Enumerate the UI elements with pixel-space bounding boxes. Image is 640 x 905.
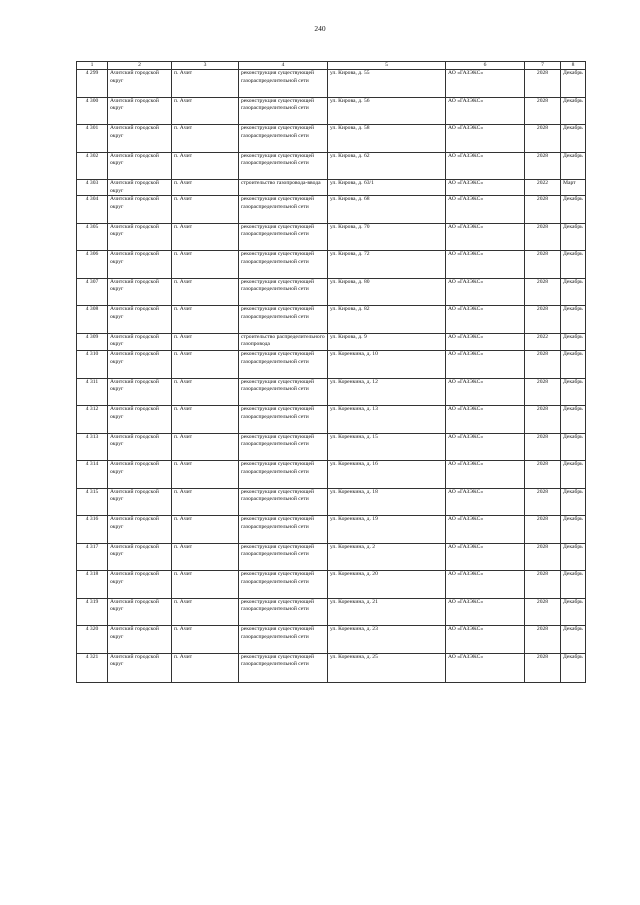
- year-cell: 2028: [525, 378, 561, 406]
- table-row: [77, 543, 586, 571]
- district-cell: Ачитский городской округ: [108, 180, 172, 196]
- organization-cell: АО «ГАЗЭКС»: [446, 152, 525, 180]
- work-type-cell: реконструкция существующей газораспределительной сети: [239, 571, 328, 599]
- district-cell: Ачитский городской округ: [108, 333, 172, 351]
- month-cell: Декабрь: [561, 378, 586, 406]
- table-row: [77, 488, 586, 516]
- table-row: [77, 598, 586, 626]
- month-cell: Март: [561, 180, 586, 196]
- work-type-cell: реконструкция существующей газораспределительной сети: [239, 196, 328, 224]
- year-cell: 2028: [525, 543, 561, 571]
- table-row: [77, 278, 586, 306]
- row-number: 4 315: [77, 488, 108, 516]
- work-type-cell: реконструкция существующей газораспределительной сети: [239, 70, 328, 98]
- month-cell: Декабрь: [561, 571, 586, 599]
- organization-cell: АО «ГАЗЭКС»: [446, 433, 525, 461]
- address-cell: ул. Кирова, д. 58: [328, 125, 446, 153]
- organization-cell: АО «ГАЗЭКС»: [446, 125, 525, 153]
- gasification-table: [76, 61, 586, 683]
- work-type-cell: реконструкция существующей газораспределительной сети: [239, 278, 328, 306]
- settlement-cell: п. Ачит: [172, 180, 239, 196]
- district-cell: Ачитский городской округ: [108, 306, 172, 334]
- settlement-cell: п. Ачит: [172, 598, 239, 626]
- organization-cell: АО «ГАЗЭКС»: [446, 571, 525, 599]
- year-cell: 2028: [525, 223, 561, 251]
- table-row: [77, 516, 586, 544]
- organization-cell: АО «ГАЗЭКС»: [446, 543, 525, 571]
- row-number: 4 307: [77, 278, 108, 306]
- table-row: [77, 333, 586, 351]
- table-row: [77, 351, 586, 379]
- address-cell: ул. Коренкина, д. 12: [328, 378, 446, 406]
- address-cell: ул. Кирова, д. 68: [328, 196, 446, 224]
- work-type-cell: реконструкция существующей газораспределительной сети: [239, 488, 328, 516]
- organization-cell: АО «ГАЗЭКС»: [446, 598, 525, 626]
- month-cell: Декабрь: [561, 251, 586, 279]
- address-cell: ул. Кирова, д. 55: [328, 70, 446, 98]
- work-type-cell: реконструкция существующей газораспределительной сети: [239, 223, 328, 251]
- table-row: [77, 571, 586, 599]
- address-cell: ул. Коренкина, д. 2: [328, 543, 446, 571]
- month-cell: Декабрь: [561, 125, 586, 153]
- address-cell: ул. Коренкина, д. 15: [328, 433, 446, 461]
- year-cell: 2028: [525, 196, 561, 224]
- address-cell: ул. Коренкина, д. 16: [328, 461, 446, 489]
- settlement-cell: п. Ачит: [172, 488, 239, 516]
- table-row: [77, 653, 586, 682]
- year-cell: 2028: [525, 626, 561, 654]
- table-row: [77, 626, 586, 654]
- month-cell: Декабрь: [561, 152, 586, 180]
- row-number: 4 313: [77, 433, 108, 461]
- year-cell: 2022: [525, 333, 561, 351]
- month-cell: Декабрь: [561, 278, 586, 306]
- year-cell: 2028: [525, 70, 561, 98]
- year-cell: 2028: [525, 278, 561, 306]
- year-cell: 2028: [525, 516, 561, 544]
- settlement-cell: п. Ачит: [172, 461, 239, 489]
- work-type-cell: реконструкция существующей газораспределительной сети: [239, 598, 328, 626]
- district-cell: Ачитский городской округ: [108, 378, 172, 406]
- month-cell: Декабрь: [561, 598, 586, 626]
- organization-cell: АО «ГАЗЭКС»: [446, 488, 525, 516]
- address-cell: ул. Кирова, д. 82: [328, 306, 446, 334]
- year-cell: 2028: [525, 598, 561, 626]
- district-cell: Ачитский городской округ: [108, 196, 172, 224]
- settlement-cell: п. Ачит: [172, 125, 239, 153]
- year-cell: 2028: [525, 571, 561, 599]
- month-cell: Декабрь: [561, 488, 586, 516]
- district-cell: Ачитский городской округ: [108, 351, 172, 379]
- organization-cell: АО «ГАЗЭКС»: [446, 406, 525, 434]
- row-number: 4 305: [77, 223, 108, 251]
- work-type-cell: реконструкция существующей газораспределительной сети: [239, 406, 328, 434]
- row-number: 4 310: [77, 351, 108, 379]
- work-type-cell: реконструкция существующей газораспределительной сети: [239, 461, 328, 489]
- month-cell: Декабрь: [561, 406, 586, 434]
- organization-cell: АО «ГАЗЭКС»: [446, 251, 525, 279]
- work-type-cell: реконструкция существующей газораспределительной сети: [239, 351, 328, 379]
- organization-cell: АО «ГАЗЭКС»: [446, 626, 525, 654]
- row-number: 4 321: [77, 653, 108, 682]
- organization-cell: АО «ГАЗЭКС»: [446, 333, 525, 351]
- address-cell: ул. Коренкина, д. 21: [328, 598, 446, 626]
- address-cell: ул. Кирова, д. 9: [328, 333, 446, 351]
- settlement-cell: п. Ачит: [172, 378, 239, 406]
- work-type-cell: реконструкция существующей газораспределительной сети: [239, 626, 328, 654]
- address-cell: ул. Кирова, д. 70: [328, 223, 446, 251]
- address-cell: ул. Коренкина, д. 19: [328, 516, 446, 544]
- table-row: [77, 433, 586, 461]
- address-cell: ул. Кирова, д. 80: [328, 278, 446, 306]
- work-type-cell: реконструкция существующей газораспределительной сети: [239, 152, 328, 180]
- month-cell: Декабрь: [561, 543, 586, 571]
- district-cell: Ачитский городской округ: [108, 433, 172, 461]
- work-type-cell: строительство газопровода-ввода: [239, 180, 328, 196]
- table-row: [77, 378, 586, 406]
- district-cell: Ачитский городской округ: [108, 152, 172, 180]
- column-header: 6: [446, 62, 525, 70]
- table-row: [77, 306, 586, 334]
- settlement-cell: п. Ачит: [172, 571, 239, 599]
- month-cell: Декабрь: [561, 70, 586, 98]
- settlement-cell: п. Ачит: [172, 97, 239, 125]
- settlement-cell: п. Ачит: [172, 333, 239, 351]
- work-type-cell: реконструкция существующей газораспределительной сети: [239, 516, 328, 544]
- district-cell: Ачитский городской округ: [108, 97, 172, 125]
- district-cell: Ачитский городской округ: [108, 125, 172, 153]
- address-cell: ул. Коренкина, д. 20: [328, 571, 446, 599]
- organization-cell: АО «ГАЗЭКС»: [446, 351, 525, 379]
- district-cell: Ачитский городской округ: [108, 626, 172, 654]
- year-cell: 2028: [525, 152, 561, 180]
- work-type-cell: реконструкция существующей газораспределительной сети: [239, 543, 328, 571]
- work-type-cell: реконструкция существующей газораспределительной сети: [239, 306, 328, 334]
- row-number: 4 308: [77, 306, 108, 334]
- table-row: [77, 125, 586, 153]
- row-number: 4 311: [77, 378, 108, 406]
- year-cell: 2028: [525, 97, 561, 125]
- row-number: 4 312: [77, 406, 108, 434]
- month-cell: Декабрь: [561, 333, 586, 351]
- settlement-cell: п. Ачит: [172, 516, 239, 544]
- table-row: [77, 251, 586, 279]
- organization-cell: АО «ГАЗЭКС»: [446, 70, 525, 98]
- organization-cell: АО «ГАЗЭКС»: [446, 378, 525, 406]
- page-number: 240: [314, 24, 326, 33]
- work-type-cell: строительство распределительного газопровода: [239, 333, 328, 351]
- address-cell: ул. Кирова, д. 72: [328, 251, 446, 279]
- month-cell: Декабрь: [561, 461, 586, 489]
- table-row: [77, 406, 586, 434]
- settlement-cell: п. Ачит: [172, 278, 239, 306]
- address-cell: ул. Коренкина, д. 10: [328, 351, 446, 379]
- address-cell: ул. Коренкина, д. 25: [328, 653, 446, 682]
- district-cell: Ачитский городской округ: [108, 488, 172, 516]
- organization-cell: АО «ГАЗЭКС»: [446, 196, 525, 224]
- work-type-cell: реконструкция существующей газораспределительной сети: [239, 378, 328, 406]
- row-number: 4 304: [77, 196, 108, 224]
- month-cell: Декабрь: [561, 97, 586, 125]
- settlement-cell: п. Ачит: [172, 70, 239, 98]
- column-header: 4: [239, 62, 328, 70]
- district-cell: Ачитский городской округ: [108, 516, 172, 544]
- year-cell: 2028: [525, 488, 561, 516]
- table-row: [77, 97, 586, 125]
- year-cell: 2028: [525, 653, 561, 682]
- settlement-cell: п. Ачит: [172, 251, 239, 279]
- district-cell: Ачитский городской округ: [108, 598, 172, 626]
- row-number: 4 303: [77, 180, 108, 196]
- settlement-cell: п. Ачит: [172, 543, 239, 571]
- row-number: 4 309: [77, 333, 108, 351]
- row-number: 4 302: [77, 152, 108, 180]
- address-cell: ул. Кирова, д. 56: [328, 97, 446, 125]
- district-cell: Ачитский городской округ: [108, 543, 172, 571]
- organization-cell: АО «ГАЗЭКС»: [446, 278, 525, 306]
- year-cell: 2022: [525, 180, 561, 196]
- table-row: [77, 461, 586, 489]
- settlement-cell: п. Ачит: [172, 196, 239, 224]
- row-number: 4 320: [77, 626, 108, 654]
- table-body: [77, 70, 586, 683]
- district-cell: Ачитский городской округ: [108, 461, 172, 489]
- month-cell: Декабрь: [561, 433, 586, 461]
- work-type-cell: реконструкция существующей газораспределительной сети: [239, 653, 328, 682]
- address-cell: ул. Коренкина, д. 18: [328, 488, 446, 516]
- year-cell: 2028: [525, 406, 561, 434]
- settlement-cell: п. Ачит: [172, 351, 239, 379]
- district-cell: Ачитский городской округ: [108, 278, 172, 306]
- organization-cell: АО «ГАЗЭКС»: [446, 306, 525, 334]
- month-cell: Декабрь: [561, 223, 586, 251]
- district-cell: Ачитский городской округ: [108, 70, 172, 98]
- month-cell: Декабрь: [561, 626, 586, 654]
- organization-cell: АО «ГАЗЭКС»: [446, 516, 525, 544]
- year-cell: 2028: [525, 125, 561, 153]
- work-type-cell: реконструкция существующей газораспределительной сети: [239, 251, 328, 279]
- organization-cell: АО «ГАЗЭКС»: [446, 653, 525, 682]
- month-cell: Декабрь: [561, 516, 586, 544]
- row-number: 4 316: [77, 516, 108, 544]
- year-cell: 2028: [525, 433, 561, 461]
- row-number: 4 318: [77, 571, 108, 599]
- address-cell: ул. Коренкина, д. 23: [328, 626, 446, 654]
- settlement-cell: п. Ачит: [172, 223, 239, 251]
- district-cell: Ачитский городской округ: [108, 653, 172, 682]
- district-cell: Ачитский городской округ: [108, 251, 172, 279]
- work-type-cell: реконструкция существующей газораспределительной сети: [239, 433, 328, 461]
- month-cell: Декабрь: [561, 653, 586, 682]
- column-number-row: [77, 62, 586, 70]
- month-cell: Декабрь: [561, 306, 586, 334]
- row-number: 4 301: [77, 125, 108, 153]
- address-cell: ул. Кирова, д. 63/1: [328, 180, 446, 196]
- column-header: 7: [525, 62, 561, 70]
- column-header: 3: [172, 62, 239, 70]
- address-cell: ул. Кирова, д. 62: [328, 152, 446, 180]
- month-cell: Декабрь: [561, 196, 586, 224]
- organization-cell: АО «ГАЗЭКС»: [446, 97, 525, 125]
- table-row: [77, 70, 586, 98]
- row-number: 4 314: [77, 461, 108, 489]
- column-header: 8: [561, 62, 586, 70]
- year-cell: 2028: [525, 461, 561, 489]
- row-number: 4 319: [77, 598, 108, 626]
- settlement-cell: п. Ачит: [172, 433, 239, 461]
- settlement-cell: п. Ачит: [172, 406, 239, 434]
- month-cell: Декабрь: [561, 351, 586, 379]
- settlement-cell: п. Ачит: [172, 306, 239, 334]
- year-cell: 2028: [525, 351, 561, 379]
- year-cell: 2028: [525, 306, 561, 334]
- organization-cell: АО «ГАЗЭКС»: [446, 461, 525, 489]
- settlement-cell: п. Ачит: [172, 626, 239, 654]
- settlement-cell: п. Ачит: [172, 653, 239, 682]
- column-header: 1: [77, 62, 108, 70]
- row-number: 4 299: [77, 70, 108, 98]
- organization-cell: АО «ГАЗЭКС»: [446, 223, 525, 251]
- organization-cell: АО «ГАЗЭКС»: [446, 180, 525, 196]
- district-cell: Ачитский городской округ: [108, 406, 172, 434]
- work-type-cell: реконструкция существующей газораспределительной сети: [239, 97, 328, 125]
- column-header: 2: [108, 62, 172, 70]
- row-number: 4 300: [77, 97, 108, 125]
- address-cell: ул. Коренкина, д. 13: [328, 406, 446, 434]
- column-header: 5: [328, 62, 446, 70]
- row-number: 4 317: [77, 543, 108, 571]
- row-number: 4 306: [77, 251, 108, 279]
- district-cell: Ачитский городской округ: [108, 223, 172, 251]
- table-row: [77, 180, 586, 196]
- settlement-cell: п. Ачит: [172, 152, 239, 180]
- district-cell: Ачитский городской округ: [108, 571, 172, 599]
- work-type-cell: реконструкция существующей газораспределительной сети: [239, 125, 328, 153]
- year-cell: 2028: [525, 251, 561, 279]
- table-row: [77, 196, 586, 224]
- table-row: [77, 223, 586, 251]
- table-row: [77, 152, 586, 180]
